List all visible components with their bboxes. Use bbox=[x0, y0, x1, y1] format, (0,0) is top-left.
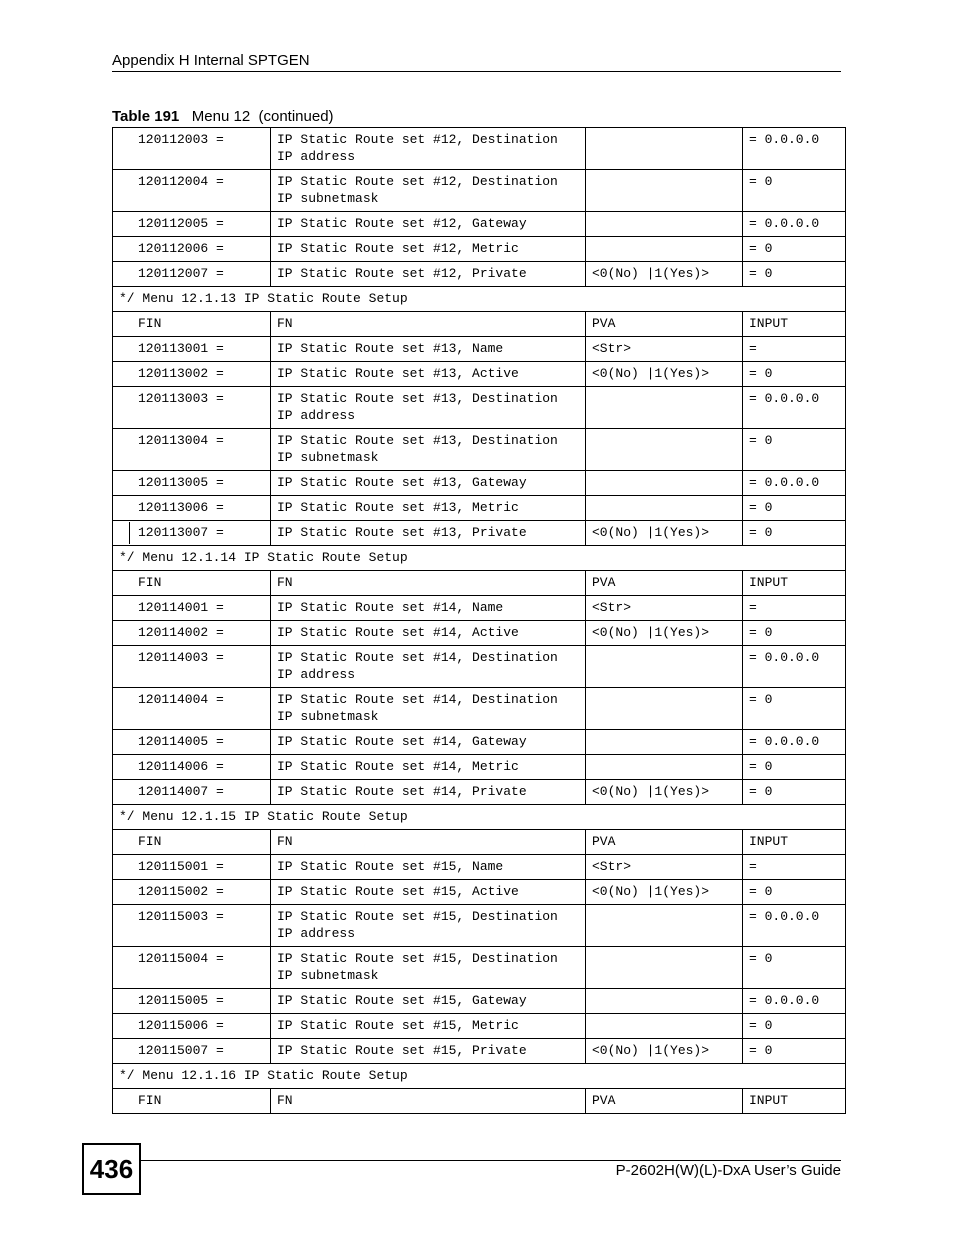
fn-cell: IP Static Route set #13, Active bbox=[271, 362, 586, 387]
fin-cell: 120115003 = bbox=[113, 905, 271, 947]
section-row bbox=[113, 1064, 846, 1089]
fn-cell: IP Static Route set #12, Metric bbox=[271, 237, 586, 262]
fn-cell: FN bbox=[271, 312, 586, 337]
fn-cell: FN bbox=[271, 1089, 586, 1114]
fn-cell: IP Static Route set #15, Metric bbox=[271, 1014, 586, 1039]
input-cell: = 0 bbox=[743, 521, 846, 546]
input-cell: INPUT bbox=[743, 1089, 846, 1114]
input-cell: = 0 bbox=[743, 947, 846, 989]
pva-cell bbox=[586, 755, 743, 780]
fin-cell: 120114007 = bbox=[113, 780, 271, 805]
fin-cell: 120114006 = bbox=[113, 755, 271, 780]
column-header-row bbox=[113, 571, 846, 596]
table-row bbox=[113, 905, 846, 947]
fn-cell: IP Static Route set #13, Private bbox=[271, 521, 586, 546]
menu-table bbox=[112, 127, 846, 1114]
fn-cell: IP Static Route set #15, Private bbox=[271, 1039, 586, 1064]
fn-cell: IP Static Route set #12, Private bbox=[271, 262, 586, 287]
input-cell: = 0.0.0.0 bbox=[743, 387, 846, 429]
table-row bbox=[113, 212, 846, 237]
pva-cell: <0(No) |1(Yes)> bbox=[586, 521, 743, 546]
column-header-row bbox=[113, 1089, 846, 1114]
fin-cell: 120114004 = bbox=[113, 688, 271, 730]
fn-cell: FN bbox=[271, 830, 586, 855]
pva-cell bbox=[586, 212, 743, 237]
input-cell: INPUT bbox=[743, 830, 846, 855]
table-caption bbox=[112, 108, 334, 125]
input-cell: = 0 bbox=[743, 621, 846, 646]
table-row bbox=[113, 755, 846, 780]
fin-cell: 120115001 = bbox=[113, 855, 271, 880]
fn-cell: IP Static Route set #13, Destination IP address bbox=[271, 387, 586, 429]
fn-cell: IP Static Route set #15, Destination IP subnetmask bbox=[271, 947, 586, 989]
input-cell: = 0.0.0.0 bbox=[743, 128, 846, 170]
menu-table-body bbox=[113, 128, 846, 1114]
fn-cell: IP Static Route set #14, Private bbox=[271, 780, 586, 805]
table-row bbox=[113, 387, 846, 429]
fn-cell: IP Static Route set #13, Destination IP subnetmask bbox=[271, 429, 586, 471]
change-bar bbox=[129, 522, 130, 544]
fn-cell: IP Static Route set #14, Gateway bbox=[271, 730, 586, 755]
input-cell: = 0.0.0.0 bbox=[743, 212, 846, 237]
fin-cell: 120115002 = bbox=[113, 880, 271, 905]
pva-cell: PVA bbox=[586, 312, 743, 337]
table-row bbox=[113, 521, 846, 546]
pva-cell: <0(No) |1(Yes)> bbox=[586, 1039, 743, 1064]
column-header-row bbox=[113, 830, 846, 855]
fin-cell: 120112007 = bbox=[113, 262, 271, 287]
fn-cell: FN bbox=[271, 571, 586, 596]
table-row bbox=[113, 646, 846, 688]
table-row bbox=[113, 1014, 846, 1039]
fin-cell: 120114001 = bbox=[113, 596, 271, 621]
table-row bbox=[113, 471, 846, 496]
pva-cell: <0(No) |1(Yes)> bbox=[586, 262, 743, 287]
input-cell: = 0.0.0.0 bbox=[743, 646, 846, 688]
table-row bbox=[113, 596, 846, 621]
fn-cell: IP Static Route set #15, Destination IP address bbox=[271, 905, 586, 947]
input-cell: = bbox=[743, 596, 846, 621]
pva-cell bbox=[586, 237, 743, 262]
pva-cell bbox=[586, 471, 743, 496]
table-row bbox=[113, 362, 846, 387]
fin-cell: 120114005 = bbox=[113, 730, 271, 755]
table-row bbox=[113, 1039, 846, 1064]
table-row bbox=[113, 989, 846, 1014]
input-cell: = 0 bbox=[743, 170, 846, 212]
input-cell: = 0 bbox=[743, 429, 846, 471]
pva-cell: <0(No) |1(Yes)> bbox=[586, 621, 743, 646]
input-cell: INPUT bbox=[743, 312, 846, 337]
table-row bbox=[113, 947, 846, 989]
fin-cell: 120112004 = bbox=[113, 170, 271, 212]
input-cell: INPUT bbox=[743, 571, 846, 596]
pva-cell bbox=[586, 170, 743, 212]
table-caption-text: Menu 12 (continued) bbox=[191, 108, 334, 125]
footer-rule bbox=[139, 1160, 841, 1161]
fin-cell: 120113005 = bbox=[113, 471, 271, 496]
input-cell: = 0 bbox=[743, 1014, 846, 1039]
fn-cell: IP Static Route set #15, Gateway bbox=[271, 989, 586, 1014]
column-header-row bbox=[113, 312, 846, 337]
fin-cell: 120113004 = bbox=[113, 429, 271, 471]
fin-cell: FIN bbox=[113, 1089, 271, 1114]
table-row bbox=[113, 337, 846, 362]
fin-cell: 120112005 = bbox=[113, 212, 271, 237]
input-cell: = 0 bbox=[743, 755, 846, 780]
fn-cell: IP Static Route set #15, Active bbox=[271, 880, 586, 905]
table-row bbox=[113, 688, 846, 730]
table-row bbox=[113, 855, 846, 880]
table-row bbox=[113, 128, 846, 170]
guide-title: P-2602H(W)(L)-DxA User’s Guide bbox=[615, 1162, 841, 1179]
table-row bbox=[113, 262, 846, 287]
section-row bbox=[113, 546, 846, 571]
input-cell: = bbox=[743, 337, 846, 362]
pva-cell bbox=[586, 387, 743, 429]
pva-cell bbox=[586, 947, 743, 989]
pva-cell: <0(No) |1(Yes)> bbox=[586, 880, 743, 905]
pva-cell: PVA bbox=[586, 1089, 743, 1114]
fn-cell: IP Static Route set #14, Name bbox=[271, 596, 586, 621]
fn-cell: IP Static Route set #12, Gateway bbox=[271, 212, 586, 237]
input-cell: = 0 bbox=[743, 496, 846, 521]
fin-cell: 120112006 = bbox=[113, 237, 271, 262]
pva-cell: <Str> bbox=[586, 855, 743, 880]
fn-cell: IP Static Route set #13, Metric bbox=[271, 496, 586, 521]
section-title: */ Menu 12.1.16 IP Static Route Setup bbox=[113, 1064, 846, 1089]
pva-cell: <Str> bbox=[586, 596, 743, 621]
input-cell: = 0 bbox=[743, 780, 846, 805]
table-row bbox=[113, 780, 846, 805]
input-cell: = 0 bbox=[743, 1039, 846, 1064]
pva-cell: PVA bbox=[586, 571, 743, 596]
fin-cell: 120112003 = bbox=[113, 128, 271, 170]
section-title: */ Menu 12.1.13 IP Static Route Setup bbox=[113, 287, 846, 312]
fin-cell: 120114002 = bbox=[113, 621, 271, 646]
section-title: */ Menu 12.1.15 IP Static Route Setup bbox=[113, 805, 846, 830]
input-cell: = 0 bbox=[743, 262, 846, 287]
input-cell: = bbox=[743, 855, 846, 880]
fn-cell: IP Static Route set #13, Name bbox=[271, 337, 586, 362]
fn-cell: IP Static Route set #12, Destination IP subnetmask bbox=[271, 170, 586, 212]
table-row bbox=[113, 880, 846, 905]
input-cell: = 0.0.0.0 bbox=[743, 989, 846, 1014]
pva-cell: <0(No) |1(Yes)> bbox=[586, 362, 743, 387]
section-row bbox=[113, 805, 846, 830]
input-cell: = 0 bbox=[743, 362, 846, 387]
fn-cell: IP Static Route set #13, Gateway bbox=[271, 471, 586, 496]
fin-cell: 120113006 = bbox=[113, 496, 271, 521]
fn-cell: IP Static Route set #14, Active bbox=[271, 621, 586, 646]
page-number: 436 bbox=[82, 1143, 141, 1195]
fn-cell: IP Static Route set #14, Metric bbox=[271, 755, 586, 780]
fin-cell: 120115004 = bbox=[113, 947, 271, 989]
table-row bbox=[113, 170, 846, 212]
fin-cell: 120115006 = bbox=[113, 1014, 271, 1039]
fn-cell: IP Static Route set #12, Destination IP address bbox=[271, 128, 586, 170]
fin-cell: 120114003 = bbox=[113, 646, 271, 688]
pva-cell: <0(No) |1(Yes)> bbox=[586, 780, 743, 805]
table-row bbox=[113, 621, 846, 646]
input-cell: = 0 bbox=[743, 237, 846, 262]
running-header: Appendix H Internal SPTGEN bbox=[112, 52, 310, 69]
fin-cell: 120113002 = bbox=[113, 362, 271, 387]
pva-cell bbox=[586, 1014, 743, 1039]
input-cell: = 0 bbox=[743, 880, 846, 905]
header-rule bbox=[112, 71, 841, 72]
fin-cell: 120113001 = bbox=[113, 337, 271, 362]
pva-cell: <Str> bbox=[586, 337, 743, 362]
fn-cell: IP Static Route set #15, Name bbox=[271, 855, 586, 880]
fin-cell: FIN bbox=[113, 312, 271, 337]
input-cell: = 0 bbox=[743, 688, 846, 730]
pva-cell: PVA bbox=[586, 830, 743, 855]
table-row bbox=[113, 730, 846, 755]
input-cell: = 0.0.0.0 bbox=[743, 905, 846, 947]
pva-cell bbox=[586, 128, 743, 170]
pva-cell bbox=[586, 646, 743, 688]
input-cell: = 0.0.0.0 bbox=[743, 471, 846, 496]
input-cell: = 0.0.0.0 bbox=[743, 730, 846, 755]
pva-cell bbox=[586, 905, 743, 947]
fin-cell: 120115005 = bbox=[113, 989, 271, 1014]
pva-cell bbox=[586, 730, 743, 755]
pva-cell bbox=[586, 429, 743, 471]
table-row bbox=[113, 237, 846, 262]
section-row bbox=[113, 287, 846, 312]
fin-cell: FIN bbox=[113, 830, 271, 855]
fn-cell: IP Static Route set #14, Destination IP address bbox=[271, 646, 586, 688]
section-title: */ Menu 12.1.14 IP Static Route Setup bbox=[113, 546, 846, 571]
table-caption-label: Table 191 bbox=[112, 108, 180, 125]
pva-cell bbox=[586, 688, 743, 730]
fin-cell: 120113003 = bbox=[113, 387, 271, 429]
fn-cell: IP Static Route set #14, Destination IP subnetmask bbox=[271, 688, 586, 730]
fin-cell: 120115007 = bbox=[113, 1039, 271, 1064]
pva-cell bbox=[586, 496, 743, 521]
table-row bbox=[113, 429, 846, 471]
table-row bbox=[113, 496, 846, 521]
fin-cell: 120113007 = bbox=[113, 521, 271, 546]
fin-cell: FIN bbox=[113, 571, 271, 596]
pva-cell bbox=[586, 989, 743, 1014]
